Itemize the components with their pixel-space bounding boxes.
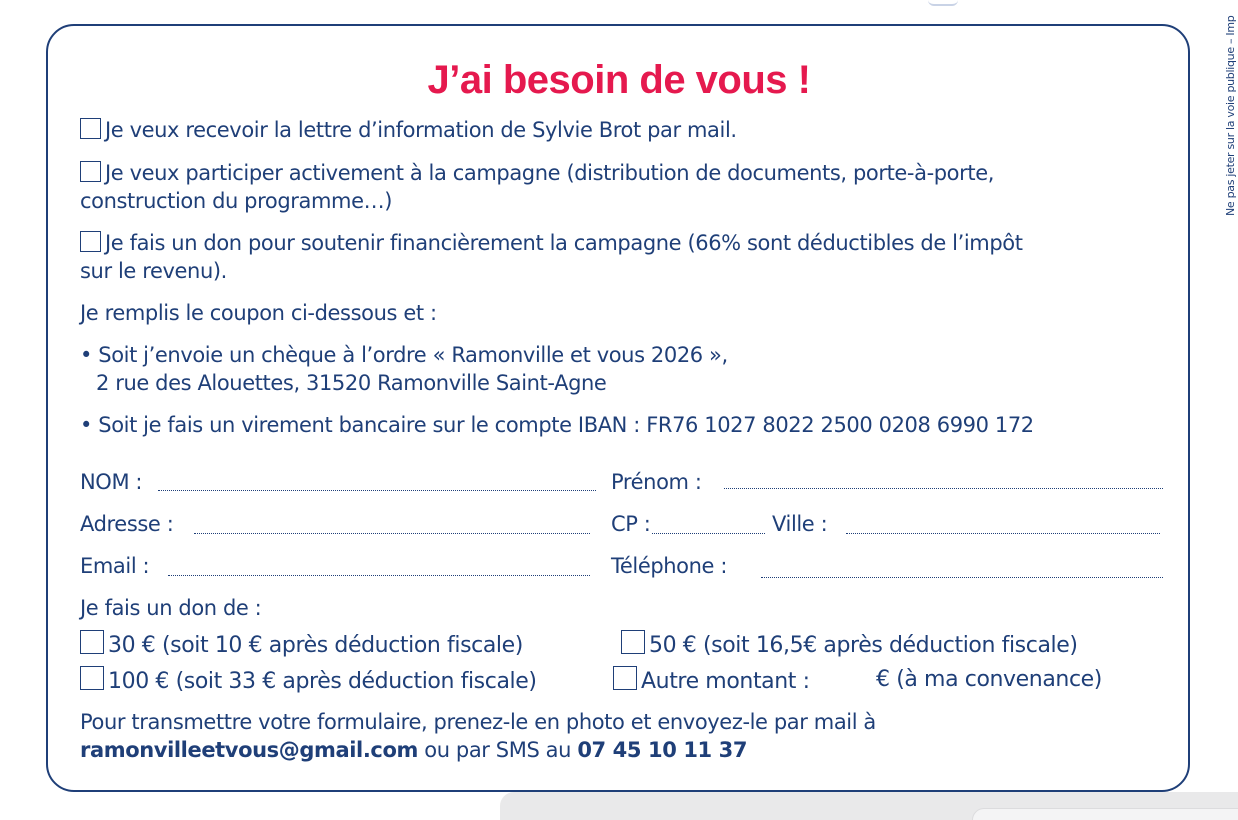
field-nom-label: NOM : (80, 470, 143, 494)
donation-option-100 (80, 666, 537, 696)
checkbox-donation-other[interactable] (613, 666, 637, 690)
payment-cheque-line1: • Soit j’envoie un chèque à l’ordre « Ramonville et vous 2026 », (80, 343, 728, 367)
donation-option-other-label: Autre montant : (641, 669, 810, 694)
footer-instructions: Pour transmettre votre formulaire, prenez-le en photo et envoyez-le par mail à (80, 710, 876, 734)
option-donate (80, 229, 1023, 257)
checkbox-participate[interactable] (80, 161, 101, 182)
contact-phone: 07 45 10 11 37 (577, 738, 748, 762)
option-participate-line2: construction du programme…) (80, 189, 392, 213)
checkbox-donation-30[interactable] (80, 630, 104, 654)
bottom-panel-inner (972, 808, 1238, 820)
field-adresse-line[interactable] (194, 533, 590, 534)
footer-contact-middle: ou par SMS au (417, 738, 578, 762)
option-newsletter-label: Je veux recevoir la lettre d’information de Sylvie Brot par mail. (105, 118, 737, 142)
coupon-intro: Je remplis le coupon ci-dessous et : (80, 301, 437, 325)
side-legal-text: Ne pas jeter sur la voie publique – Imp (1224, 15, 1237, 216)
checkbox-donation-50[interactable] (621, 630, 645, 654)
side-legal-note (1210, 0, 1238, 230)
field-prenom-label: Prénom : (611, 470, 702, 494)
payment-transfer: • Soit je fais un virement bancaire sur le compte IBAN : FR76 1027 8022 2500 0208 6990 172 (80, 413, 1034, 437)
option-participate-label: Je veux participer activement à la campagne (distribution de documents, porte-à-porte, (105, 161, 994, 185)
donation-option-100-label: 100 € (soit 33 € après déduction fiscale) (108, 669, 537, 694)
field-email-line[interactable] (168, 575, 590, 576)
field-adresse-label: Adresse : (80, 512, 174, 536)
donation-option-50 (621, 630, 1078, 660)
field-telephone-line[interactable] (761, 577, 1163, 578)
field-prenom-line[interactable] (724, 488, 1163, 489)
donation-option-other-suffix: € (à ma convenance) (876, 667, 1102, 692)
option-donate-line2: sur le revenu). (80, 259, 227, 283)
contact-email-link[interactable]: ramonvilleetvous@gmail.com (80, 738, 418, 762)
field-ville-label: Ville : (772, 512, 828, 536)
footer-contact (80, 736, 747, 764)
top-decoration (928, 0, 958, 6)
option-donate-label: Je fais un don pour soutenir financièrement la campagne (66% sont déductibles de l’impôt (105, 231, 1023, 255)
checkbox-donate[interactable] (80, 231, 101, 252)
field-cp-line[interactable] (652, 533, 765, 534)
option-participate (80, 159, 994, 187)
donation-label: Je fais un don de : (80, 596, 262, 620)
field-email-label: Email : (80, 554, 150, 578)
payment-cheque-line2: 2 rue des Alouettes, 31520 Ramonville Saint-Agne (96, 371, 607, 395)
donation-option-other (613, 666, 810, 696)
checkbox-newsletter[interactable] (80, 118, 101, 139)
field-nom-line[interactable] (158, 490, 596, 491)
donation-option-50-label: 50 € (soit 16,5€ après déduction fiscale) (649, 633, 1078, 658)
field-cp-label: CP : (611, 512, 651, 536)
page-title: J’ai besoin de vous ! (427, 58, 811, 102)
donation-option-30-label: 30 € (soit 10 € après déduction fiscale) (108, 633, 523, 658)
checkbox-donation-100[interactable] (80, 666, 104, 690)
option-newsletter (80, 116, 737, 144)
donation-option-30 (80, 630, 523, 660)
field-telephone-label: Téléphone : (611, 554, 728, 578)
field-ville-line[interactable] (846, 533, 1160, 534)
